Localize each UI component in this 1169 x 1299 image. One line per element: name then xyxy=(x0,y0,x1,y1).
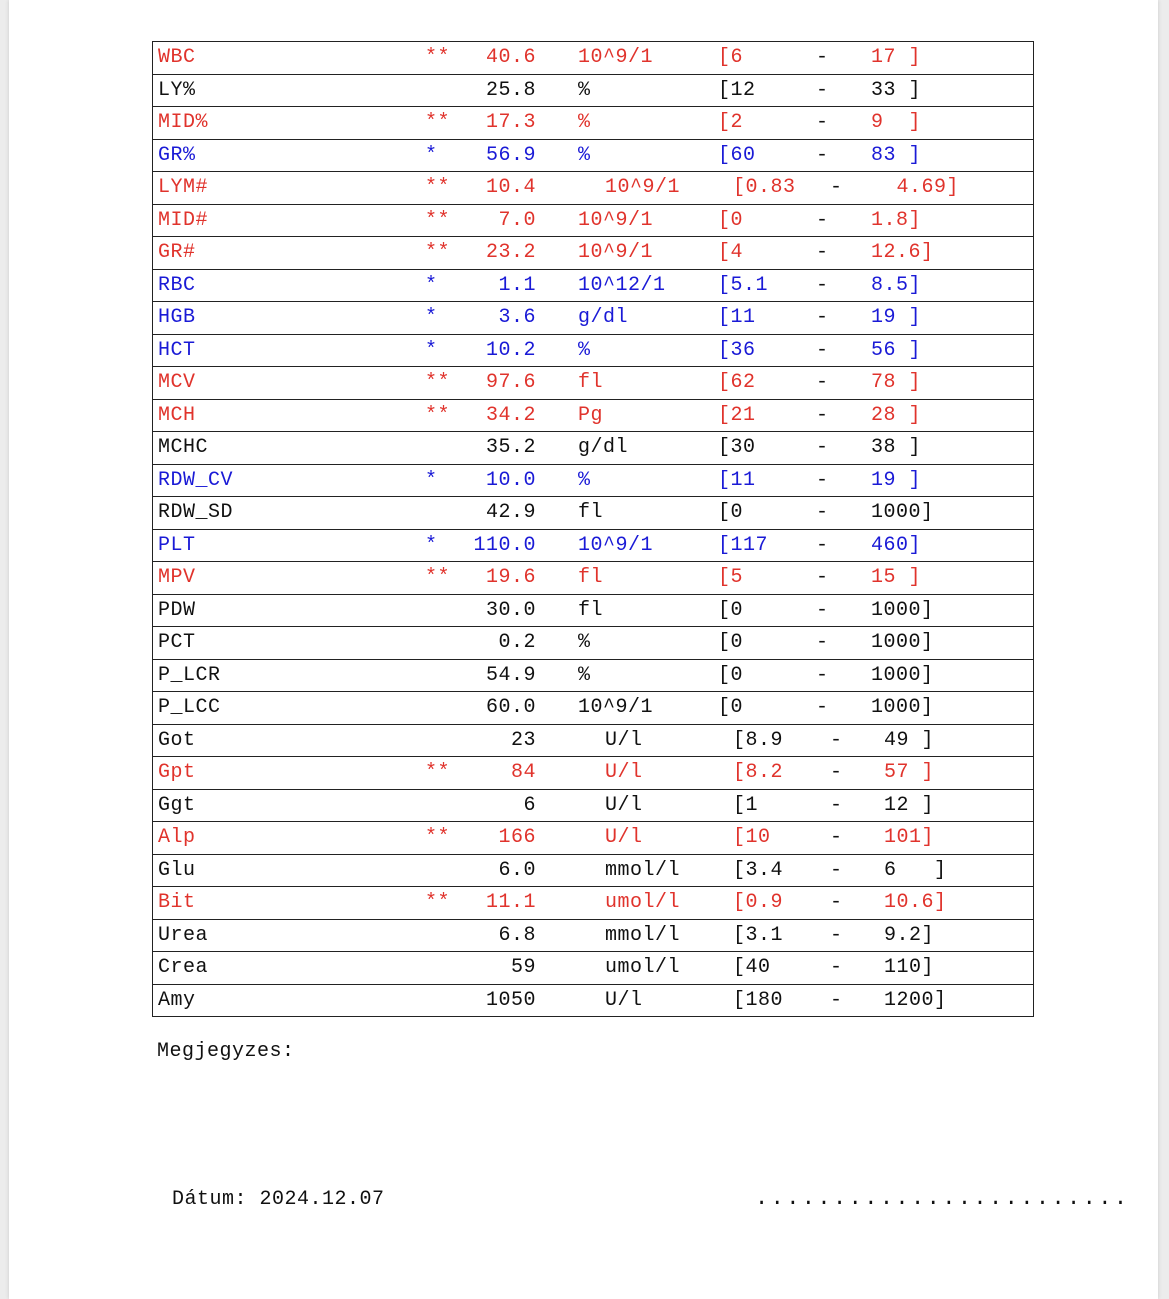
table-row xyxy=(153,75,1033,108)
result-value: 59 xyxy=(510,956,536,979)
abnormal-flag: * xyxy=(425,338,438,362)
result-unit: Pg xyxy=(578,403,604,427)
table-row xyxy=(153,42,1033,75)
document-page xyxy=(9,0,1158,1299)
table-row xyxy=(153,660,1033,693)
result-unit: 10^12/1 xyxy=(578,273,666,297)
test-name: Got xyxy=(158,728,196,752)
result-unit: U/l xyxy=(605,988,643,1012)
reference-high: 33 ] xyxy=(871,78,922,102)
range-dash: - xyxy=(830,988,843,1012)
result-value: 6 xyxy=(523,793,536,817)
result-value: 97.6 xyxy=(485,371,536,394)
table-row xyxy=(153,985,1033,1018)
result-unit: umol/l xyxy=(605,956,681,979)
reference-low: [30 xyxy=(718,436,756,459)
table-row xyxy=(153,172,1033,205)
reference-low: [5 xyxy=(718,566,744,589)
test-name: MID% xyxy=(158,111,209,134)
test-name: RDW_CV xyxy=(158,468,234,492)
test-name: WBC xyxy=(158,46,196,69)
abnormal-flag: ** xyxy=(425,891,451,914)
result-unit: g/dl xyxy=(578,436,629,459)
test-name: LY% xyxy=(158,78,196,102)
range-dash: - xyxy=(830,956,843,979)
range-dash: - xyxy=(816,371,829,394)
range-dash: - xyxy=(816,241,829,264)
abnormal-flag: * xyxy=(425,143,438,167)
test-name: Alp xyxy=(158,826,196,849)
reference-high: 10.6] xyxy=(884,891,947,914)
result-unit: % xyxy=(578,338,591,362)
test-name: LYM# xyxy=(158,176,209,199)
table-row xyxy=(153,627,1033,660)
range-dash: - xyxy=(816,143,829,167)
test-name: RDW_SD xyxy=(158,501,234,524)
abnormal-flag: ** xyxy=(425,208,451,232)
range-dash: - xyxy=(816,338,829,362)
reference-high: 8.5] xyxy=(871,273,922,297)
reference-low: [0 xyxy=(718,696,744,719)
test-name: PCT xyxy=(158,631,196,654)
reference-low: [0 xyxy=(718,208,744,232)
test-name: MPV xyxy=(158,566,196,589)
reference-high: 12.6] xyxy=(871,241,934,264)
range-dash: - xyxy=(816,663,829,687)
result-value: 60.0 xyxy=(485,696,536,719)
reference-high: 19 ] xyxy=(871,468,922,492)
test-name: P_LCR xyxy=(158,663,221,687)
table-row xyxy=(153,855,1033,888)
range-dash: - xyxy=(816,208,829,232)
result-value: 40.6 xyxy=(485,46,536,69)
range-dash: - xyxy=(816,78,829,102)
reference-low: [0 xyxy=(718,663,744,687)
result-value: 10.2 xyxy=(485,338,536,362)
result-unit: U/l xyxy=(605,761,643,784)
reference-low: [10 xyxy=(733,826,771,849)
reference-low: [11 xyxy=(718,306,756,329)
result-value: 19.6 xyxy=(485,566,536,589)
reference-low: [6 xyxy=(718,46,744,69)
result-unit: % xyxy=(578,111,591,134)
result-unit: % xyxy=(578,631,591,654)
result-value: 17.3 xyxy=(485,111,536,134)
reference-high: 1000] xyxy=(871,598,934,622)
result-unit: 10^9/1 xyxy=(605,176,681,199)
reference-high: 1000] xyxy=(871,696,934,719)
test-name: Amy xyxy=(158,988,196,1012)
range-dash: - xyxy=(816,696,829,719)
range-dash: - xyxy=(816,306,829,329)
range-dash: - xyxy=(816,598,829,622)
lab-results-table xyxy=(152,41,1034,1017)
result-value: 7.0 xyxy=(498,208,536,232)
abnormal-flag: * xyxy=(425,273,438,297)
reference-low: [3.4 xyxy=(733,858,784,882)
abnormal-flag: ** xyxy=(425,761,451,784)
reference-high: 28 ] xyxy=(871,403,922,427)
result-unit: umol/l xyxy=(605,891,681,914)
abnormal-flag: ** xyxy=(425,46,451,69)
result-unit: % xyxy=(578,78,591,102)
reference-high: 15 ] xyxy=(871,566,922,589)
range-dash: - xyxy=(830,761,843,784)
test-name: Crea xyxy=(158,956,209,979)
table-row xyxy=(153,595,1033,628)
reference-high: 49 ] xyxy=(884,728,935,752)
result-value: 23 xyxy=(510,728,536,752)
result-value: 34.2 xyxy=(485,403,536,427)
table-row xyxy=(153,432,1033,465)
result-unit: 10^9/1 xyxy=(578,696,654,719)
reference-high: 1000] xyxy=(871,663,934,687)
reference-high: 78 ] xyxy=(871,371,922,394)
result-unit: 10^9/1 xyxy=(578,241,654,264)
result-unit: % xyxy=(578,143,591,167)
test-name: Ggt xyxy=(158,793,196,817)
reference-low: [0 xyxy=(718,501,744,524)
reference-high: 57 ] xyxy=(884,761,935,784)
table-row xyxy=(153,530,1033,563)
result-value: 11.1 xyxy=(485,891,536,914)
result-unit: U/l xyxy=(605,793,643,817)
reference-high: 1.8] xyxy=(871,208,922,232)
result-unit: fl xyxy=(578,598,604,622)
table-row xyxy=(153,790,1033,823)
result-unit: mmol/l xyxy=(605,858,681,882)
test-name: Bit xyxy=(158,891,196,914)
range-dash: - xyxy=(816,273,829,297)
result-value: 10.4 xyxy=(485,176,536,199)
reference-high: 4.69] xyxy=(884,176,960,199)
reference-low: [2 xyxy=(718,111,744,134)
reference-low: [4 xyxy=(718,241,744,264)
result-value: 54.9 xyxy=(485,663,536,687)
test-name: MCV xyxy=(158,371,196,394)
result-value: 23.2 xyxy=(485,241,536,264)
reference-high: 38 ] xyxy=(871,436,922,459)
reference-high: 460] xyxy=(871,533,922,557)
range-dash: - xyxy=(830,858,843,882)
reference-low: [0.83 xyxy=(733,176,796,199)
table-row xyxy=(153,725,1033,758)
result-unit: U/l xyxy=(605,728,643,752)
range-dash: - xyxy=(830,793,843,817)
table-row xyxy=(153,757,1033,790)
range-dash: - xyxy=(816,631,829,654)
abnormal-flag: ** xyxy=(425,111,451,134)
abnormal-flag: ** xyxy=(425,403,451,427)
result-unit: % xyxy=(578,468,591,492)
reference-low: [1 xyxy=(733,793,759,817)
range-dash: - xyxy=(830,176,843,199)
range-dash: - xyxy=(816,533,829,557)
result-value: 10.0 xyxy=(485,468,536,492)
test-name: P_LCC xyxy=(158,696,221,719)
reference-low: [180 xyxy=(733,988,784,1012)
test-name: Gpt xyxy=(158,761,196,784)
reference-high: 17 ] xyxy=(871,46,922,69)
reference-high: 19 ] xyxy=(871,306,922,329)
reference-high: 1000] xyxy=(871,501,934,524)
reference-high: 12 ] xyxy=(884,793,935,817)
result-unit: fl xyxy=(578,501,604,524)
table-row xyxy=(153,562,1033,595)
test-name: Urea xyxy=(158,923,209,947)
reference-high: 1000] xyxy=(871,631,934,654)
range-dash: - xyxy=(816,436,829,459)
reference-high: 6 ] xyxy=(884,858,947,882)
result-value: 1.1 xyxy=(498,273,536,297)
range-dash: - xyxy=(830,826,843,849)
table-row xyxy=(153,140,1033,173)
reference-high: 9.2] xyxy=(884,923,935,947)
table-row xyxy=(153,302,1033,335)
reference-low: [21 xyxy=(718,403,756,427)
abnormal-flag: ** xyxy=(425,566,451,589)
range-dash: - xyxy=(816,46,829,69)
test-name: PLT xyxy=(158,533,196,557)
result-unit: fl xyxy=(578,566,604,589)
result-unit: 10^9/1 xyxy=(578,208,654,232)
reference-low: [8.2 xyxy=(733,761,784,784)
test-name: MCHC xyxy=(158,436,209,459)
reference-high: 101] xyxy=(884,826,935,849)
abnormal-flag: ** xyxy=(425,176,451,199)
result-value: 35.2 xyxy=(485,436,536,459)
reference-low: [0.9 xyxy=(733,891,784,914)
signature-line: ........................ xyxy=(755,1186,1130,1211)
abnormal-flag: * xyxy=(425,533,438,557)
result-value: 3.6 xyxy=(498,306,536,329)
result-value: 110.0 xyxy=(473,533,536,557)
date-line: Dátum: 2024.12.07 xyxy=(172,1188,385,1211)
table-row xyxy=(153,692,1033,725)
table-row xyxy=(153,270,1033,303)
result-value: 30.0 xyxy=(485,598,536,622)
reference-high: 1200] xyxy=(884,988,947,1012)
reference-high: 56 ] xyxy=(871,338,922,362)
note-label: Megjegyzes: xyxy=(157,1040,295,1063)
range-dash: - xyxy=(830,728,843,752)
abnormal-flag: ** xyxy=(425,826,451,849)
result-value: 1050 xyxy=(485,988,536,1012)
test-name: HGB xyxy=(158,306,196,329)
result-unit: U/l xyxy=(605,826,643,849)
result-value: 25.8 xyxy=(485,78,536,102)
range-dash: - xyxy=(816,403,829,427)
range-dash: - xyxy=(830,923,843,947)
test-name: GR% xyxy=(158,143,196,167)
reference-low: [40 xyxy=(733,956,771,979)
test-name: MID# xyxy=(158,208,209,232)
table-row xyxy=(153,465,1033,498)
reference-low: [117 xyxy=(718,533,769,557)
abnormal-flag: * xyxy=(425,468,438,492)
test-name: MCH xyxy=(158,403,196,427)
table-row xyxy=(153,952,1033,985)
reference-low: [60 xyxy=(718,143,756,167)
table-row xyxy=(153,205,1033,238)
table-row xyxy=(153,335,1033,368)
result-value: 84 xyxy=(510,761,536,784)
test-name: PDW xyxy=(158,598,196,622)
reference-low: [0 xyxy=(718,631,744,654)
reference-low: [5.1 xyxy=(718,273,769,297)
reference-high: 83 ] xyxy=(871,143,922,167)
table-row xyxy=(153,920,1033,953)
range-dash: - xyxy=(816,566,829,589)
result-unit: g/dl xyxy=(578,306,629,329)
result-unit: % xyxy=(578,663,591,687)
result-unit: 10^9/1 xyxy=(578,533,654,557)
reference-low: [11 xyxy=(718,468,756,492)
table-row xyxy=(153,237,1033,270)
table-row xyxy=(153,887,1033,920)
reference-high: 110] xyxy=(884,956,935,979)
test-name: RBC xyxy=(158,273,196,297)
table-row xyxy=(153,497,1033,530)
result-unit: 10^9/1 xyxy=(578,46,654,69)
table-row xyxy=(153,107,1033,140)
test-name: Glu xyxy=(158,858,196,882)
reference-high: 9 ] xyxy=(871,111,922,134)
result-value: 6.0 xyxy=(498,858,536,882)
abnormal-flag: * xyxy=(425,306,438,329)
table-row xyxy=(153,400,1033,433)
reference-low: [62 xyxy=(718,371,756,394)
range-dash: - xyxy=(830,891,843,914)
table-row xyxy=(153,367,1033,400)
result-value: 42.9 xyxy=(485,501,536,524)
result-value: 166 xyxy=(498,826,536,849)
reference-low: [36 xyxy=(718,338,756,362)
result-unit: mmol/l xyxy=(605,923,681,947)
reference-low: [3.1 xyxy=(733,923,784,947)
range-dash: - xyxy=(816,111,829,134)
result-value: 0.2 xyxy=(498,631,536,654)
reference-low: [8.9 xyxy=(733,728,784,752)
result-unit: fl xyxy=(578,371,604,394)
range-dash: - xyxy=(816,468,829,492)
reference-low: [0 xyxy=(718,598,744,622)
table-row xyxy=(153,822,1033,855)
range-dash: - xyxy=(816,501,829,524)
test-name: GR# xyxy=(158,241,196,264)
abnormal-flag: ** xyxy=(425,371,451,394)
test-name: HCT xyxy=(158,338,196,362)
result-value: 56.9 xyxy=(485,143,536,167)
result-value: 6.8 xyxy=(498,923,536,947)
reference-low: [12 xyxy=(718,78,756,102)
abnormal-flag: ** xyxy=(425,241,451,264)
